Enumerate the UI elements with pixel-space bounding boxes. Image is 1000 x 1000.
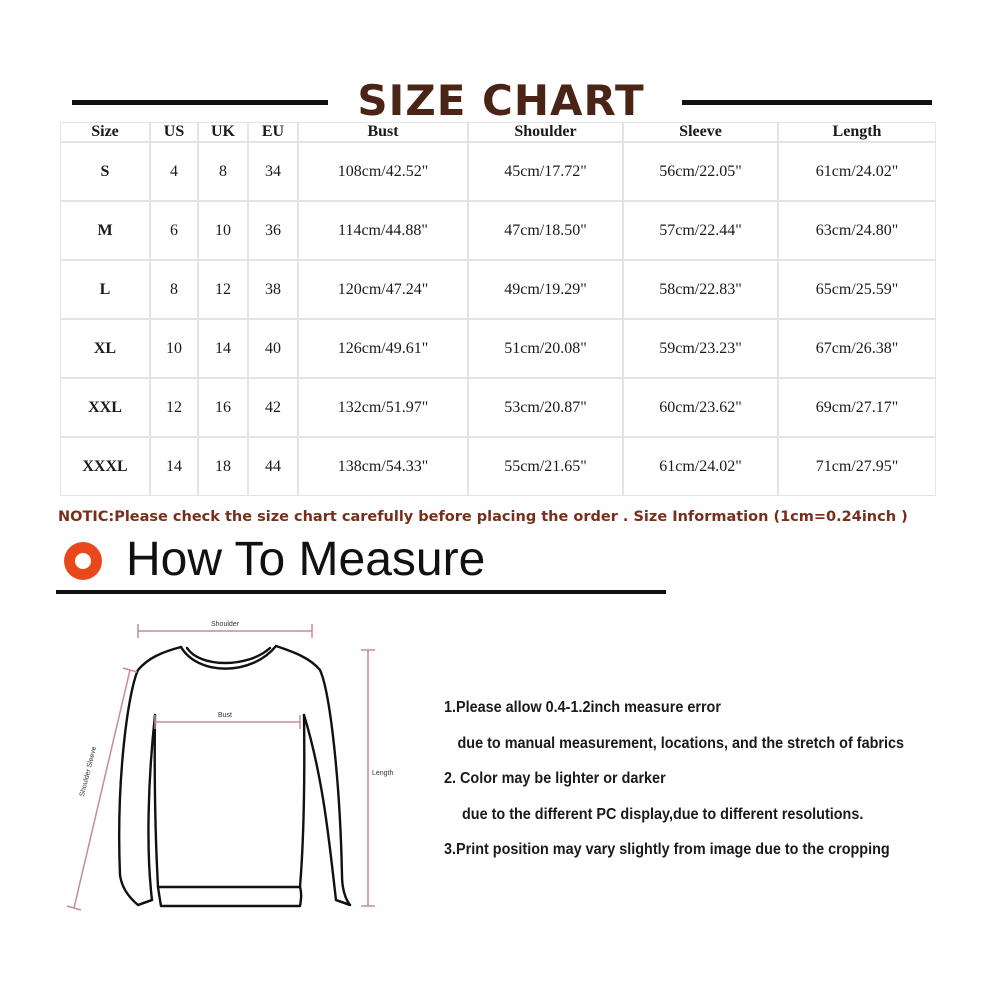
column-header-length: Length	[778, 122, 936, 142]
cell-sleeve: 57cm/22.44"	[623, 201, 778, 260]
column-header-eu: EU	[248, 122, 298, 142]
cell-sleeve: 61cm/24.02"	[623, 437, 778, 496]
cell-size: XXXL	[60, 437, 150, 496]
sweater-outline	[119, 646, 350, 906]
cell-sleeve: 60cm/23.62"	[623, 378, 778, 437]
cell-uk: 14	[198, 319, 248, 378]
cell-length: 69cm/27.17"	[778, 378, 936, 437]
column-header-uk: UK	[198, 122, 248, 142]
cell-uk: 12	[198, 260, 248, 319]
cell-eu: 40	[248, 319, 298, 378]
note-line: due to manual measurement, locations, and the stretch of fabrics	[457, 734, 904, 752]
cell-us: 10	[150, 319, 198, 378]
cell-us: 4	[150, 142, 198, 201]
column-header-sleeve: Sleeve	[623, 122, 778, 142]
column-header-size: Size	[60, 122, 150, 142]
cell-sleeve: 56cm/22.05"	[623, 142, 778, 201]
cell-shoulder: 51cm/20.08"	[468, 319, 623, 378]
table-row	[60, 437, 936, 496]
size-notice: NOTIC:Please check the size chart carefully before placing the order . Size Information (1cm=0.24inch )	[58, 509, 908, 525]
sleeve-measure-line	[67, 668, 137, 910]
cell-bust: 132cm/51.97"	[298, 378, 468, 437]
cell-bust: 108cm/42.52"	[298, 142, 468, 201]
cell-shoulder: 53cm/20.87"	[468, 378, 623, 437]
table-row	[60, 201, 936, 260]
cell-length: 71cm/27.95"	[778, 437, 936, 496]
cell-eu: 44	[248, 437, 298, 496]
cell-eu: 34	[248, 142, 298, 201]
note-line: due to the different PC display,due to different resolutions.	[462, 805, 864, 823]
note-line: 2. Color may be lighter or darker	[444, 770, 666, 787]
cell-sleeve: 59cm/23.23"	[623, 319, 778, 378]
cell-bust: 120cm/47.24"	[298, 260, 468, 319]
cell-us: 8	[150, 260, 198, 319]
table-row	[60, 378, 936, 437]
cell-size: L	[60, 260, 150, 319]
cell-shoulder: 49cm/19.29"	[468, 260, 623, 319]
cell-shoulder: 47cm/18.50"	[468, 201, 623, 260]
cell-length: 67cm/26.38"	[778, 319, 936, 378]
size-table	[60, 122, 936, 496]
cell-size: XXL	[60, 378, 150, 437]
cell-us: 14	[150, 437, 198, 496]
cell-eu: 36	[248, 201, 298, 260]
target-circle-icon	[64, 542, 102, 580]
cell-size: XL	[60, 319, 150, 378]
column-header-us: US	[150, 122, 198, 142]
cell-bust: 114cm/44.88"	[298, 201, 468, 260]
cell-eu: 38	[248, 260, 298, 319]
bust-label: Bust	[217, 712, 233, 719]
cell-size: M	[60, 201, 150, 260]
cell-shoulder: 55cm/21.65"	[468, 437, 623, 496]
table-header-row	[60, 122, 936, 142]
cell-us: 12	[150, 378, 198, 437]
cell-eu: 42	[248, 378, 298, 437]
cell-uk: 10	[198, 201, 248, 260]
note-line: 3.Print position may vary slightly from image due to the cropping	[444, 841, 890, 858]
length-measure-line	[361, 650, 375, 906]
cell-sleeve: 58cm/22.83"	[623, 260, 778, 319]
note-line: 1.Please allow 0.4-1.2inch measure error	[444, 699, 721, 716]
cell-bust: 126cm/49.61"	[298, 319, 468, 378]
cell-uk: 16	[198, 378, 248, 437]
cell-uk: 8	[198, 142, 248, 201]
sweater-measure-diagram	[60, 610, 394, 930]
cell-shoulder: 45cm/17.72"	[468, 142, 623, 201]
column-header-bust: Bust	[298, 122, 468, 142]
cell-us: 6	[150, 201, 198, 260]
shoulder-label: Shoulder	[210, 621, 240, 628]
table-row	[60, 260, 936, 319]
title-rule-left	[72, 100, 328, 105]
cell-length: 61cm/24.02"	[778, 142, 936, 201]
cell-length: 63cm/24.80"	[778, 201, 936, 260]
cell-length: 65cm/25.59"	[778, 260, 936, 319]
length-label: Length	[372, 770, 394, 777]
sleeve-label: Shoulder Sleeve	[78, 745, 99, 798]
page-title: SIZE CHART	[357, 76, 645, 125]
measure-notes	[444, 696, 904, 874]
how-to-measure-title: How To Measure	[126, 533, 486, 586]
cell-uk: 18	[198, 437, 248, 496]
column-header-shoulder: Shoulder	[468, 122, 623, 142]
table-row	[60, 319, 936, 378]
section-rule	[56, 590, 666, 594]
cell-bust: 138cm/54.33"	[298, 437, 468, 496]
title-rule-right	[682, 100, 932, 105]
cell-size: S	[60, 142, 150, 201]
table-row	[60, 142, 936, 201]
